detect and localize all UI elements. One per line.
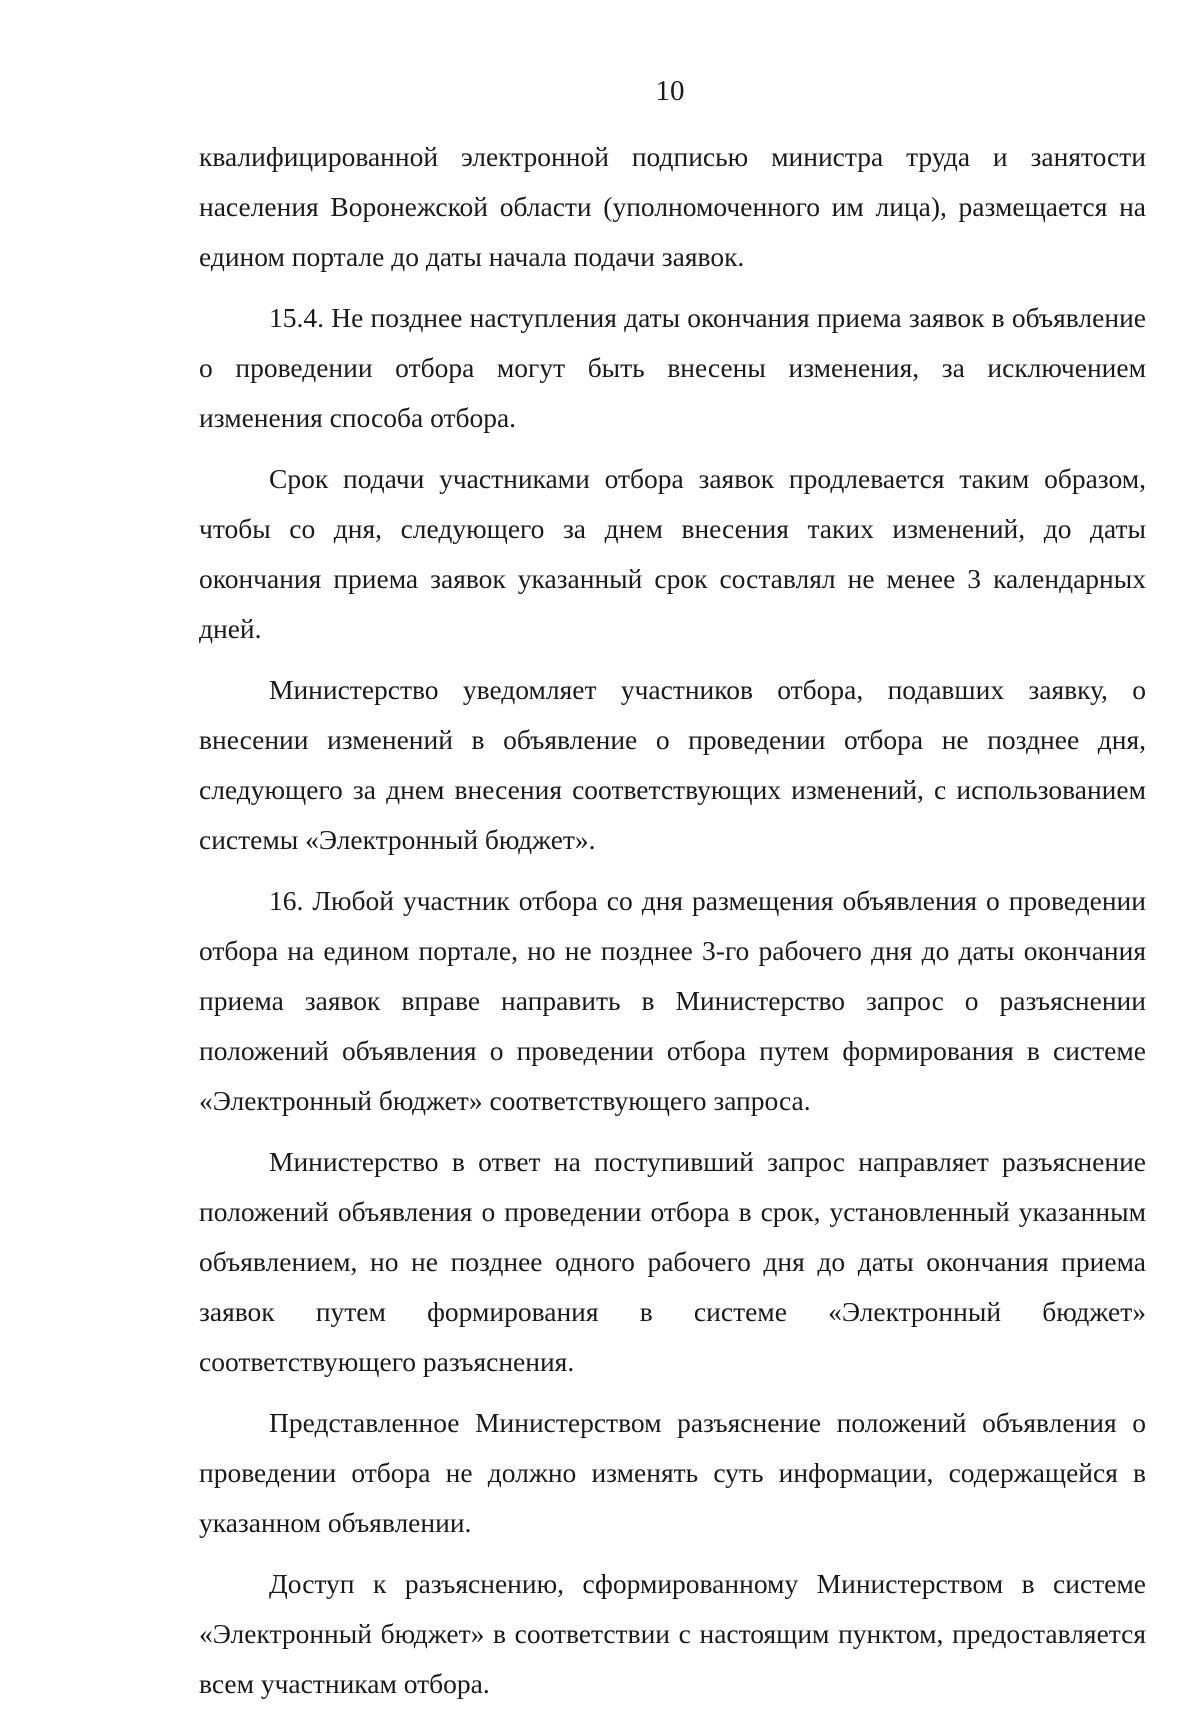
document-body bbox=[199, 132, 1146, 1709]
paragraph-clarification-access: Доступ к разъяснению, сформированному Министерством в системе «Электронный бюджет» в соответствии с настоящим пунктом, предоставляется всем участникам отбора. bbox=[199, 1568, 1146, 1699]
paragraph-16: 16. Любой участник отбора со дня размещения объявления о проведении отбора на едином портале, но не позднее 3-го рабочего дня до даты окончания приема заявок вправе направить в Министерство запрос о разъяснении положений объявления о проведении отбора путем формирования в системе «Электронный бюджет» соответствующего запроса. bbox=[199, 885, 1146, 1116]
page-number: 10 bbox=[655, 75, 685, 107]
paragraph-continuation: квалифицированной электронной подписью министра труда и занятости населения Воронежской области (уполномоченного им лица), размещается на едином портале до даты начала подачи заявок. bbox=[199, 141, 1146, 272]
paragraph-clarification-content: Представленное Министерством разъяснение положений объявления о проведении отбора не должно изменять суть информации, содержащейся в указанном объявлении. bbox=[199, 1407, 1146, 1538]
paragraph-15-4: 15.4. Не позднее наступления даты окончания приема заявок в объявление о проведении отбора могут быть внесены изменения, за исключением изменения способа отбора. bbox=[199, 302, 1146, 433]
paragraph-ministry-notification: Министерство уведомляет участников отбора, подавших заявку, о внесении изменений в объявление о проведении отбора не позднее дня, следующего за днем внесения соответствующих изменений, с использованием системы «Электронный бюджет». bbox=[199, 674, 1146, 855]
paragraph-ministry-response: Министерство в ответ на поступивший запрос направляет разъяснение положений объявления о проведении отбора в срок, установленный указанным объявлением, но не позднее одного рабочего дня до даты окончания приема заявок путем формирования в системе «Электронный бюджет» соответствующего разъяснения. bbox=[199, 1146, 1146, 1377]
paragraph-deadline-extension: Срок подачи участниками отбора заявок продлевается таким образом, чтобы со дня, следующего за днем внесения таких изменений, до даты окончания приема заявок указанный срок составлял не менее 3 календарных дней. bbox=[199, 463, 1146, 644]
